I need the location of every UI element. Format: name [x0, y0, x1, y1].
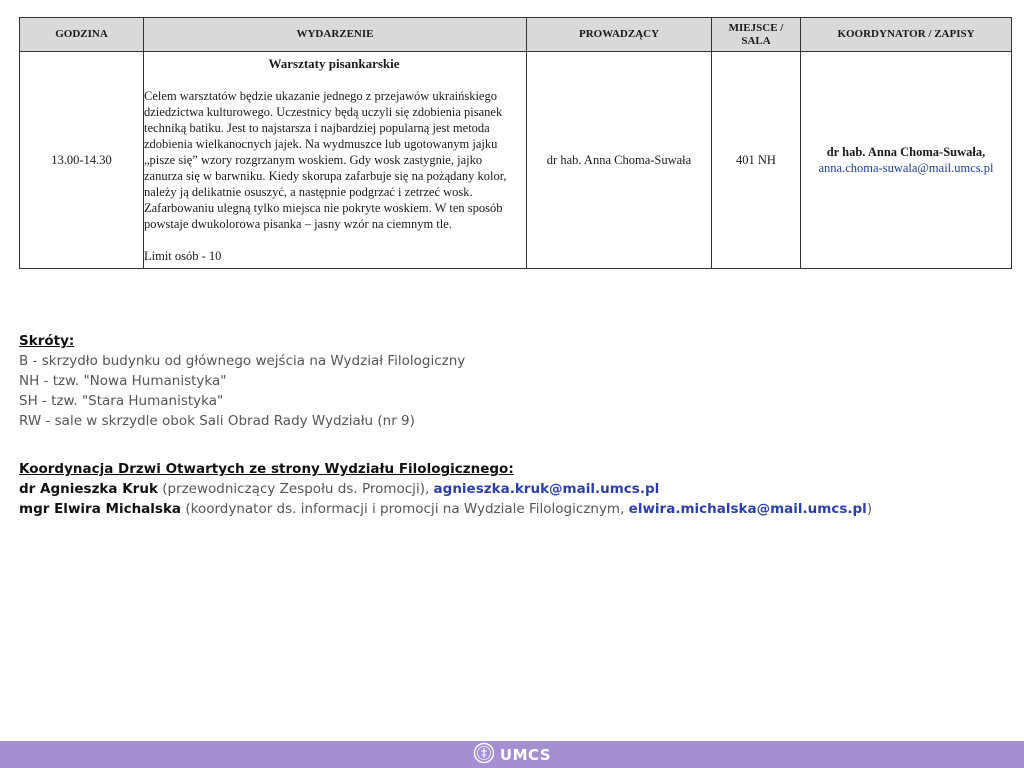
abbreviations-heading: Skróty:	[19, 333, 75, 349]
umcs-logo	[473, 742, 551, 768]
coordinator-email-link[interactable]: anna.choma-suwala@mail.umcs.pl	[818, 161, 994, 175]
event-description: Celem warsztatów będzie ukazanie jednego z przejawów ukraińskiego dziedzictwa kulturowego. Uczestnicy będą uczyli się zdobienia pisanek techniką batiku. Jest to najstarsza i najbardziej popularną jest metoda zdobienia wielkanocnych jajek. Na wydmuszce lub ugotowanym jajku „pisze się” wzory rozgrzanym woskiem. Gdy wosk zastygnie, jajko zanurza się w barwniku. Kiedy skorupa zafarbuje się na pożądany kolor, należy ją delikatnie osuszyć, a następnie podgrzać i zetrzeć wosk. Zafarbowaniu ulegną tylko miejsca nie pokryte woskiem. W ten sposób powstaje dwukolorowa pisanka – jasny wzór na ciemnym tle.	[144, 89, 507, 231]
coordinator-role: (przewodniczący Zespołu ds. Promocji),	[157, 481, 434, 497]
table-header-row	[20, 18, 1012, 52]
coordination-heading: Koordynacja Drzwi Otwartych ze strony Wydziału Filologicznego:	[19, 461, 514, 477]
time-cell: 13.00-14.30	[20, 52, 144, 269]
umcs-emblem-icon	[473, 742, 495, 768]
event-cell	[144, 52, 527, 269]
schedule-table	[19, 17, 1012, 269]
abbreviation-item: B - skrzydło budynku od głównego wejścia na Wydział Filologiczny	[19, 353, 466, 369]
coordinator-role: (koordynator ds. informacji i promocji na Wydziale Filologicznym,	[181, 501, 629, 517]
column-header-room: MIEJSCE / SALA	[712, 18, 801, 52]
coordinator-person-name: dr Agnieszka Kruk	[19, 481, 158, 497]
event-limit: Limit osób - 10	[144, 249, 222, 263]
coordinator-email-link[interactable]: elwira.michalska@mail.umcs.pl	[628, 501, 867, 517]
event-title: Warsztaty pisankarskie	[268, 56, 400, 71]
coordinator-person-name: mgr Elwira Michalska	[19, 501, 182, 517]
umcs-logo-text: UMCS	[499, 745, 552, 764]
column-header-coordinator: KOORDYNATOR / ZAPISY	[801, 18, 1012, 52]
coordinator-line	[19, 499, 872, 519]
coordinator-tail: )	[866, 501, 873, 517]
column-header-event: WYDARZENIE	[144, 18, 527, 52]
presenter-cell: dr hab. Anna Choma-Suwała	[527, 52, 712, 269]
coordinator-cell	[801, 52, 1012, 269]
abbreviation-item: NH - tzw. "Nowa Humanistyka"	[19, 373, 227, 389]
coordinator-line	[19, 479, 872, 499]
column-header-presenter: PROWADZĄCY	[527, 18, 712, 52]
coordinator-name: dr hab. Anna Choma-Suwała,	[826, 145, 986, 159]
coordinator-email-link[interactable]: agnieszka.kruk@mail.umcs.pl	[433, 481, 660, 497]
table-row	[20, 52, 1012, 269]
column-header-time: GODZINA	[20, 18, 144, 52]
room-cell: 401 NH	[712, 52, 801, 269]
footer-bar	[0, 741, 1024, 768]
abbreviation-item: RW - sale w skrzydle obok Sali Obrad Rady Wydziału (nr 9)	[19, 413, 415, 429]
abbreviations-section	[19, 331, 465, 431]
abbreviation-item: SH - tzw. "Stara Humanistyka"	[19, 393, 224, 409]
coordination-section	[19, 459, 872, 519]
